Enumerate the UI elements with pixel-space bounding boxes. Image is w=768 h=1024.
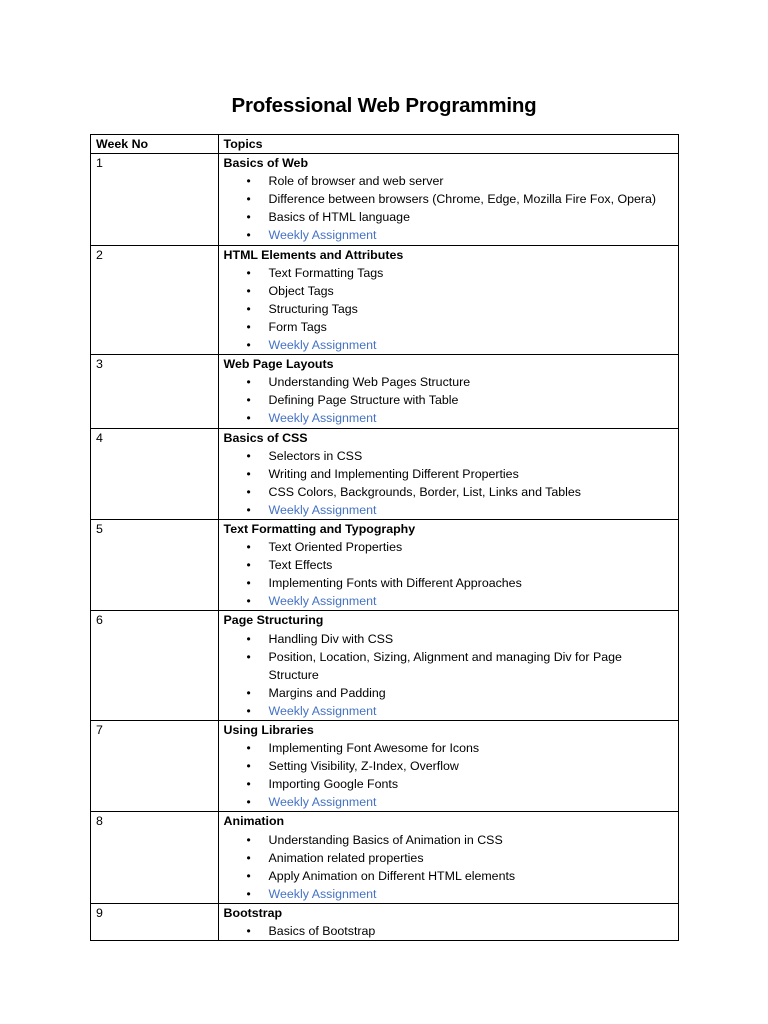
topic-list (224, 630, 673, 720)
bullet-icon: • (246, 685, 251, 700)
syllabus-table (90, 134, 679, 941)
weekly-assignment-link[interactable]: Weekly Assignment (268, 502, 377, 517)
bullet-icon: • (246, 759, 251, 774)
list-item (224, 172, 673, 190)
list-item-text: Defining Page Structure with Table (268, 393, 459, 408)
topic-list (224, 447, 673, 519)
weekly-assignment-link[interactable]: Weekly Assignment (268, 411, 377, 426)
table-header-row (91, 135, 679, 154)
list-item (224, 757, 673, 775)
list-item (224, 391, 673, 409)
week-no-header: Week No (91, 135, 219, 154)
table-row (91, 355, 679, 428)
list-item (224, 630, 673, 648)
week-number-cell: 2 (91, 245, 219, 355)
week-number-cell: 3 (91, 355, 219, 428)
topic-list (224, 831, 673, 903)
topics-cell (218, 519, 678, 610)
topics-cell (218, 611, 678, 721)
bullet-icon: • (246, 338, 251, 353)
weekly-assignment-item[interactable] (224, 226, 673, 244)
list-item (224, 556, 673, 574)
bullet-icon: • (246, 795, 251, 810)
list-item (224, 190, 673, 208)
weekly-assignment-item[interactable] (224, 592, 673, 610)
bullet-icon: • (246, 777, 251, 792)
list-item (224, 282, 673, 300)
weekly-assignment-link[interactable]: Weekly Assignment (268, 795, 377, 810)
list-item (224, 318, 673, 336)
bullet-icon: • (246, 319, 251, 334)
weekly-assignment-item[interactable] (224, 793, 673, 811)
topic-list (224, 264, 673, 354)
topics-cell (218, 812, 678, 903)
weekly-assignment-item[interactable] (224, 702, 673, 720)
list-item (224, 867, 673, 885)
weekly-assignment-link[interactable]: Weekly Assignment (268, 886, 377, 901)
list-item (224, 648, 673, 684)
bullet-icon: • (246, 375, 251, 390)
list-item (224, 775, 673, 793)
list-item (224, 684, 673, 702)
list-item-text: Setting Visibility, Z-Index, Overflow (268, 759, 459, 774)
list-item-text: Apply Animation on Different HTML elements (268, 868, 516, 883)
table-body (91, 154, 679, 941)
bullet-icon: • (246, 210, 251, 225)
bullet-icon: • (246, 484, 251, 499)
topic-list (224, 922, 673, 940)
bullet-icon: • (246, 192, 251, 207)
weekly-assignment-item[interactable] (224, 409, 673, 427)
page-title: Professional Web Programming (231, 94, 537, 117)
bullet-icon: • (246, 393, 251, 408)
list-item-text: Implementing Font Awesome for Icons (268, 741, 480, 756)
list-item-text: Text Oriented Properties (268, 540, 403, 555)
list-item (224, 208, 673, 226)
list-item (224, 538, 673, 556)
list-item-text: Position, Location, Sizing, Alignment and managing Div for Page Structure (268, 649, 622, 682)
topic-title: Text Formatting and Typography (223, 521, 416, 536)
list-item (224, 465, 673, 483)
weekly-assignment-item[interactable] (224, 501, 673, 519)
list-item-text: Difference between browsers (Chrome, Edge, Mozilla Fire Fox, Opera) (268, 192, 657, 207)
bullet-icon: • (246, 703, 251, 718)
week-number-cell: 6 (91, 611, 219, 721)
bullet-icon: • (246, 832, 251, 847)
list-item-text: CSS Colors, Backgrounds, Border, List, Links and Tables (268, 484, 581, 499)
list-item (224, 447, 673, 465)
bullet-icon: • (246, 594, 251, 609)
bullet-icon: • (246, 301, 251, 316)
bullet-icon: • (246, 540, 251, 555)
topic-title: Bootstrap (223, 905, 283, 920)
topics-cell (218, 428, 678, 519)
list-item-text: Animation related properties (268, 850, 424, 865)
list-item-text: Writing and Implementing Different Properties (268, 466, 519, 481)
topic-title: Page Structuring (223, 613, 324, 628)
weekly-assignment-link[interactable]: Weekly Assignment (268, 594, 377, 609)
week-number-cell: 5 (91, 519, 219, 610)
bullet-icon: • (246, 741, 251, 756)
bullet-icon: • (246, 174, 251, 189)
list-item (224, 483, 673, 501)
topics-cell (218, 154, 678, 245)
list-item (224, 849, 673, 867)
week-number-cell: 4 (91, 428, 219, 519)
bullet-icon: • (246, 649, 251, 664)
list-item-text: Basics of Bootstrap (268, 924, 376, 939)
week-number-cell: 7 (91, 721, 219, 812)
topic-list (224, 373, 673, 427)
weekly-assignment-item[interactable] (224, 336, 673, 354)
bullet-icon: • (246, 850, 251, 865)
list-item (224, 373, 673, 391)
topic-title: Basics of CSS (223, 430, 308, 445)
table-row (91, 611, 679, 721)
list-item (224, 739, 673, 757)
list-item-text: Form Tags (268, 319, 327, 334)
topics-cell (218, 355, 678, 428)
topics-header: Topics (218, 135, 678, 154)
bullet-icon: • (246, 558, 251, 573)
bullet-icon: • (246, 886, 251, 901)
list-item-text: Handling Div with CSS (268, 631, 394, 646)
table-row (91, 519, 679, 610)
table-row (91, 903, 679, 940)
table-row (91, 245, 679, 355)
table-row (91, 428, 679, 519)
list-item-text: Structuring Tags (268, 301, 358, 316)
bullet-icon: • (246, 924, 251, 939)
list-item-text: Understanding Web Pages Structure (268, 375, 471, 390)
week-number-cell: 8 (91, 812, 219, 903)
list-item-text: Text Formatting Tags (268, 265, 384, 280)
list-item-text: Basics of HTML language (268, 210, 410, 225)
bullet-icon: • (246, 502, 251, 517)
table-row (91, 812, 679, 903)
list-item-text: Text Effects (268, 558, 333, 573)
topic-title: Animation (223, 814, 285, 829)
list-item (224, 264, 673, 282)
topic-title: Using Libraries (223, 723, 314, 737)
weekly-assignment-item[interactable] (224, 885, 673, 903)
bullet-icon: • (246, 868, 251, 883)
weekly-assignment-link[interactable]: Weekly Assignment (268, 338, 377, 353)
list-item-text: Implementing Fonts with Different Approaches (268, 576, 522, 591)
list-item (224, 300, 673, 318)
list-item-text: Margins and Padding (268, 685, 386, 700)
topic-list (224, 538, 673, 610)
list-item-text: Importing Google Fonts (268, 777, 399, 792)
week-number-cell: 9 (91, 903, 219, 940)
list-item (224, 574, 673, 592)
topic-title: HTML Elements and Attributes (223, 247, 404, 262)
bullet-icon: • (246, 631, 251, 646)
list-item-text: Object Tags (268, 283, 334, 298)
topic-title: Basics of Web (223, 156, 309, 171)
list-item-text: Selectors in CSS (268, 448, 363, 463)
table-row (91, 721, 679, 812)
bullet-icon: • (246, 265, 251, 280)
bullet-icon: • (246, 576, 251, 591)
topic-list (224, 739, 673, 811)
list-item (224, 922, 673, 940)
weekly-assignment-link[interactable]: Weekly Assignment (268, 703, 377, 718)
list-item-text: Understanding Basics of Animation in CSS (268, 832, 503, 847)
bullet-icon: • (246, 283, 251, 298)
bullet-icon: • (246, 448, 251, 463)
list-item-text: Role of browser and web server (268, 174, 444, 189)
bullet-icon: • (246, 411, 251, 426)
bullet-icon: • (246, 228, 251, 243)
topic-title: Web Page Layouts (223, 357, 334, 372)
week-number-cell: 1 (91, 154, 219, 245)
topics-cell (218, 721, 678, 812)
table-row (91, 154, 679, 245)
list-item (224, 831, 673, 849)
weekly-assignment-link[interactable]: Weekly Assignment (268, 228, 377, 243)
bullet-icon: • (246, 466, 251, 481)
topic-list (224, 172, 673, 244)
topics-cell (218, 903, 678, 940)
topics-cell (218, 245, 678, 355)
